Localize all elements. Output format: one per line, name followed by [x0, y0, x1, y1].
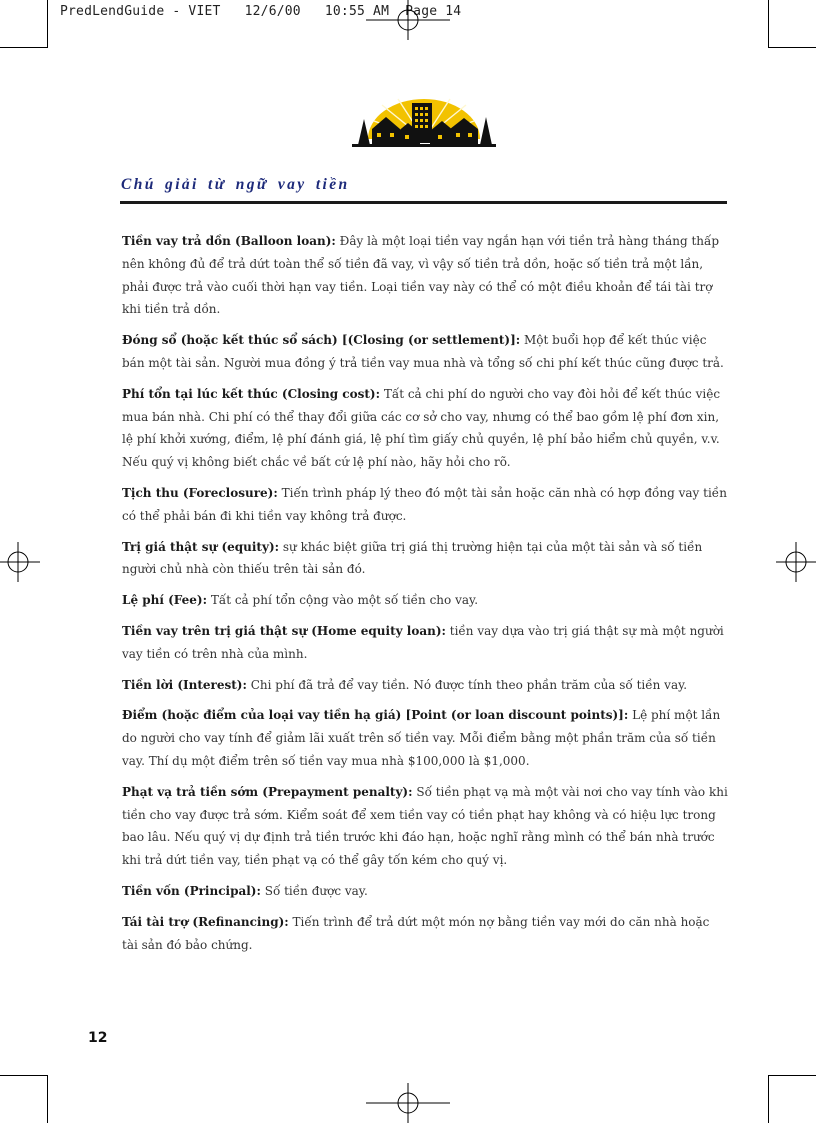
glossary-term: Điểm (hoặc điểm của loại vay tiền hạ giá) [Point (or loan discount points)]:	[122, 708, 629, 723]
glossary-definition: Tất cả chi phí do người cho vay đòi hỏi để kết thúc việc mua bán nhà. Chi phí có thể thay đổi giữa các cơ sở cho vay, nhưng có thể bao gồm lệ phí đơn xin, lệ phí khởi xướng, điểm, lệ phí đánh giá, lệ phí tìm giấy chủ quyền, lệ phí bảo hiểm chủ quyền, v.v. Nếu quý vị không biết chắc về bất cứ lệ phí nào, hãy hỏi cho rõ.	[122, 386, 721, 470]
glossary-definition: sự khác biệt giữa trị giá thị trường hiện tại của một tài sản và số tiền người chủ nhà còn thiếu trên tài sản đó.	[122, 539, 703, 577]
glossary-definition: Lệ phí một lần do người cho vay tính để giảm lãi xuất trên số tiền vay. Mỗi điểm bằng một phần trăm của số tiền vay. Thí dụ một điểm trên số tiền vay mua nhà $100,000 là $1,000.	[122, 708, 721, 768]
glossary-term: Tiền vay trả dồn (Balloon loan):	[122, 234, 336, 248]
glossary-entry-home-equity-loan	[122, 620, 728, 666]
title-rule	[120, 201, 727, 204]
glossary-definition: Số tiền phạt vạ mà một vài nơi cho vay tính vào khi tiền cho vay được trả sớm. Kiểm soát để xem tiền vay có tiền phạt hay không và có hiệu lực trong bao lâu. Nếu quý vị dự định trả tiền trước khi đáo hạn, hoặc nghĩ rằng mình có thể bán nhà trước khi trả dứt tiền vay, tiền phạt vạ có thể gây tốn kém cho quý vị.	[122, 784, 728, 868]
glossary-definition: Tiến trình để trả dứt một món nợ bằng tiền vay mới do căn nhà hoặc tài sản đó bảo chứng.	[122, 914, 710, 952]
glossary-definition: Đây là một loại tiền vay ngắn hạn với tiền trả hàng tháng thấp nên không đủ để trả dứt toàn thể số tiền đã vay, vì vậy số tiền trả dồn, hoặc số tiền trả một lần, phải được trả vào cuối thời hạn vay tiền. Loại tiền vay này có thể có một điều khoản để tái tài trợ khi tiền trả dồn.	[122, 234, 720, 317]
glossary-term: Tiền vốn (Principal):	[122, 883, 261, 898]
glossary-definition: Tiến trình pháp lý theo đó một tài sản hoặc căn nhà có hợp đồng vay tiền có thể phải bán đi khi tiền vay không trả được.	[122, 485, 727, 523]
registration-mark-right	[776, 540, 816, 584]
glossary-term: Đóng sổ (hoặc kết thúc sổ sách) [(Closing (or settlement)]:	[122, 333, 521, 348]
glossary-entry-balloon-loan	[122, 230, 728, 321]
glossary-definition: Số tiền được vay.	[260, 883, 368, 898]
registration-mark-left	[0, 540, 40, 584]
glossary-entry-principal	[122, 880, 728, 903]
glossary-term: Tịch thu (Foreclosure):	[122, 485, 278, 500]
page-number: 12	[88, 1030, 108, 1046]
glossary-definition: Một buổi họp để kết thúc việc bán một tài sản. Người mua đồng ý trả tiền vay mua nhà và tổng số chi phí kết thúc cũng được trả.	[122, 333, 724, 370]
section-title: Chú giải từ ngữ vay tiền	[121, 176, 350, 193]
glossary-term: Trị giá thật sự (equity):	[122, 539, 280, 554]
glossary-definition: Chi phí đã trả để vay tiền. Nó được tính theo phần trăm của số tiền vay.	[246, 677, 688, 692]
glossary-term: Tái tài trợ (Refinancing):	[122, 914, 289, 929]
glossary-entry-fee	[122, 589, 728, 612]
registration-mark-bottom	[366, 1083, 450, 1123]
registration-mark-top	[366, 0, 450, 40]
glossary-entry-equity	[122, 536, 728, 582]
glossary-entry-interest	[122, 674, 728, 697]
glossary-entry-points	[122, 704, 728, 772]
house-skyline-sun-logo	[352, 95, 496, 153]
glossary-list	[122, 230, 728, 964]
glossary-term: Phạt vạ trả tiền sớm (Prepayment penalty):	[122, 784, 413, 799]
glossary-entry-foreclosure	[122, 482, 728, 528]
glossary-term: Lệ phí (Fee):	[122, 593, 208, 608]
glossary-entry-closing	[122, 329, 728, 375]
print-slug: PredLendGuide - VIET 12/6/00 10:55 AM Page 14	[60, 4, 462, 19]
glossary-definition: tiền vay dựa vào trị giá thật sự mà một người vay tiền có trên nhà của mình.	[122, 623, 724, 661]
glossary-definition: Tất cả phí tổn cộng vào một số tiền cho vay.	[207, 593, 479, 608]
glossary-entry-prepayment-penalty	[122, 781, 728, 872]
glossary-term: Phí tổn tại lúc kết thúc (Closing cost):	[122, 386, 381, 401]
glossary-entry-closing-cost	[122, 383, 728, 474]
glossary-entry-refinancing	[122, 911, 728, 957]
glossary-term: Tiền vay trên trị giá thật sự (Home equity loan):	[122, 623, 446, 638]
glossary-term: Tiền lời (Interest):	[122, 677, 247, 692]
